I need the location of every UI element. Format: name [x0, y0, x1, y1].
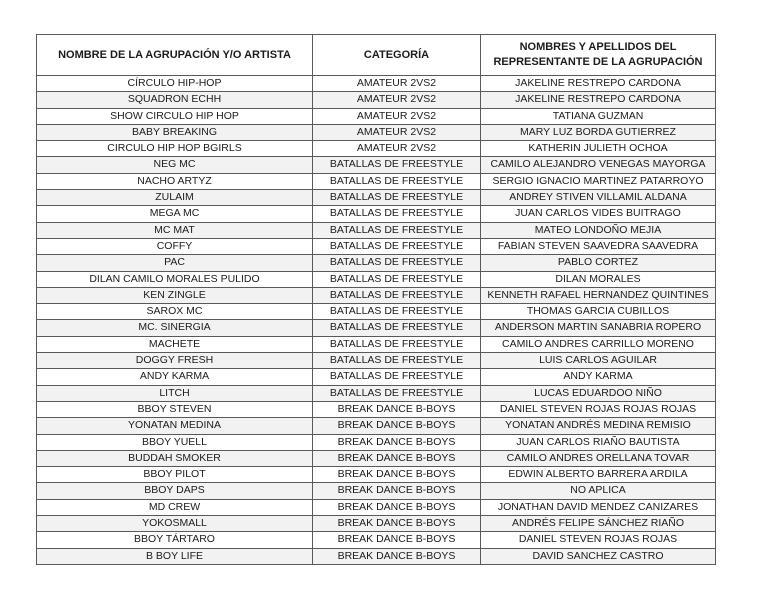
representative-cell: TATIANA GUZMAN	[481, 108, 716, 124]
group-name-cell: MD CREW	[37, 499, 313, 515]
table-row	[37, 108, 716, 124]
representative-cell: DANIEL STEVEN ROJAS ROJAS ROJAS	[481, 401, 716, 417]
representative-cell: CAMILO ALEJANDRO VENEGAS MAYORGA	[481, 157, 716, 173]
table-row	[37, 483, 716, 499]
category-cell: BREAK DANCE B-BOYS	[313, 418, 481, 434]
representative-cell: JONATHAN DAVID MENDEZ CANIZARES	[481, 499, 716, 515]
table-header-row	[37, 35, 716, 76]
table-row	[37, 499, 716, 515]
representative-cell: SERGIO IGNACIO MARTINEZ PATARROYO	[481, 173, 716, 189]
category-cell: AMATEUR 2VS2	[313, 92, 481, 108]
group-name-cell: DILAN CAMILO MORALES PULIDO	[37, 271, 313, 287]
group-name-cell: BBOY PILOT	[37, 467, 313, 483]
header-group-name: NOMBRE DE LA AGRUPACIÓN Y/O ARTISTA	[37, 35, 313, 76]
representative-cell: ANDRÉS FELIPE SÁNCHEZ RIAÑO	[481, 516, 716, 532]
category-cell: BREAK DANCE B-BOYS	[313, 450, 481, 466]
table-row	[37, 157, 716, 173]
table-row	[37, 173, 716, 189]
table-row	[37, 532, 716, 548]
table-row	[37, 401, 716, 417]
table-row	[37, 238, 716, 254]
group-name-cell: SHOW CIRCULO HIP HOP	[37, 108, 313, 124]
table-row	[37, 516, 716, 532]
table-row	[37, 206, 716, 222]
category-cell: BATALLAS DE FREESTYLE	[313, 369, 481, 385]
category-cell: BATALLAS DE FREESTYLE	[313, 336, 481, 352]
representative-cell: ANDY KARMA	[481, 369, 716, 385]
group-name-cell: CÍRCULO HIP-HOP	[37, 76, 313, 92]
category-cell: BREAK DANCE B-BOYS	[313, 434, 481, 450]
group-name-cell: KEN ZINGLE	[37, 287, 313, 303]
group-name-cell: PAC	[37, 255, 313, 271]
table-row	[37, 320, 716, 336]
representative-cell: ANDERSON MARTIN SANABRIA ROPERO	[481, 320, 716, 336]
group-name-cell: SQUADRON ECHH	[37, 92, 313, 108]
category-cell: BATALLAS DE FREESTYLE	[313, 353, 481, 369]
representative-cell: NO APLICA	[481, 483, 716, 499]
table-row	[37, 304, 716, 320]
group-name-cell: MC MAT	[37, 222, 313, 238]
representative-cell: CAMILO ANDRES ORELLANA TOVAR	[481, 450, 716, 466]
representative-cell: CAMILO ANDRES CARRILLO MORENO	[481, 336, 716, 352]
group-name-cell: YOKOSMALL	[37, 516, 313, 532]
representative-cell: MARY LUZ BORDA GUTIERREZ	[481, 124, 716, 140]
table-row	[37, 141, 716, 157]
category-cell: AMATEUR 2VS2	[313, 108, 481, 124]
group-name-cell: B BOY LIFE	[37, 548, 313, 564]
representative-cell: JAKELINE RESTREPO CARDONA	[481, 92, 716, 108]
representative-cell: DANIEL STEVEN ROJAS ROJAS	[481, 532, 716, 548]
table-row	[37, 434, 716, 450]
group-name-cell: MC. SINERGIA	[37, 320, 313, 336]
representative-cell: ANDREY STIVEN VILLAMIL ALDANA	[481, 190, 716, 206]
representative-cell: PABLO CORTEZ	[481, 255, 716, 271]
table-row	[37, 76, 716, 92]
category-cell: BATALLAS DE FREESTYLE	[313, 238, 481, 254]
category-cell: BREAK DANCE B-BOYS	[313, 483, 481, 499]
category-cell: BATALLAS DE FREESTYLE	[313, 222, 481, 238]
group-name-cell: DOGGY FRESH	[37, 353, 313, 369]
representative-cell: FABIAN STEVEN SAAVEDRA SAAVEDRA	[481, 238, 716, 254]
table-row	[37, 222, 716, 238]
table-row	[37, 255, 716, 271]
table-row	[37, 467, 716, 483]
category-cell: BREAK DANCE B-BOYS	[313, 499, 481, 515]
table-row	[37, 385, 716, 401]
category-cell: BATALLAS DE FREESTYLE	[313, 255, 481, 271]
representative-cell: EDWIN ALBERTO BARRERA ARDILA	[481, 467, 716, 483]
representative-cell: MATEO LONDOÑO MEJIA	[481, 222, 716, 238]
category-cell: AMATEUR 2VS2	[313, 76, 481, 92]
table-body	[37, 76, 716, 565]
representative-cell: KENNETH RAFAEL HERNANDEZ QUINTINES	[481, 287, 716, 303]
group-name-cell: BABY BREAKING	[37, 124, 313, 140]
group-name-cell: BUDDAH SMOKER	[37, 450, 313, 466]
category-cell: BATALLAS DE FREESTYLE	[313, 304, 481, 320]
category-cell: BATALLAS DE FREESTYLE	[313, 385, 481, 401]
group-name-cell: MEGA MC	[37, 206, 313, 222]
representative-cell: KATHERIN JULIETH OCHOA	[481, 141, 716, 157]
group-name-cell: MACHETE	[37, 336, 313, 352]
group-name-cell: BBOY TÁRTARO	[37, 532, 313, 548]
table-row	[37, 369, 716, 385]
category-cell: BREAK DANCE B-BOYS	[313, 516, 481, 532]
category-cell: BREAK DANCE B-BOYS	[313, 532, 481, 548]
group-name-cell: NEG MC	[37, 157, 313, 173]
category-cell: AMATEUR 2VS2	[313, 124, 481, 140]
table-row	[37, 92, 716, 108]
group-name-cell: COFFY	[37, 238, 313, 254]
category-cell: BATALLAS DE FREESTYLE	[313, 190, 481, 206]
group-name-cell: YONATAN MEDINA	[37, 418, 313, 434]
group-name-cell: SAROX MC	[37, 304, 313, 320]
category-cell: BATALLAS DE FREESTYLE	[313, 206, 481, 222]
table-row	[37, 287, 716, 303]
representative-cell: DAVID SANCHEZ CASTRO	[481, 548, 716, 564]
representative-cell: LUCAS EDUARDOO NIÑO	[481, 385, 716, 401]
group-name-cell: ANDY KARMA	[37, 369, 313, 385]
category-cell: BATALLAS DE FREESTYLE	[313, 320, 481, 336]
header-representative: NOMBRES Y APELLIDOS DEL REPRESENTANTE DE LA AGRUPACIÓN	[481, 35, 716, 76]
table-row	[37, 353, 716, 369]
representative-cell: JUAN CARLOS RIAÑO BAUTISTA	[481, 434, 716, 450]
representative-cell: DILAN MORALES	[481, 271, 716, 287]
group-name-cell: BBOY DAPS	[37, 483, 313, 499]
table-row	[37, 336, 716, 352]
category-cell: BREAK DANCE B-BOYS	[313, 467, 481, 483]
representative-cell: JUAN CARLOS VIDES BUITRAGO	[481, 206, 716, 222]
group-name-cell: CIRCULO HIP HOP BGIRLS	[37, 141, 313, 157]
category-cell: BREAK DANCE B-BOYS	[313, 548, 481, 564]
group-name-cell: LITCH	[37, 385, 313, 401]
table-row	[37, 548, 716, 564]
group-name-cell: ZULAIM	[37, 190, 313, 206]
group-name-cell: BBOY STEVEN	[37, 401, 313, 417]
table-row	[37, 271, 716, 287]
table-row	[37, 190, 716, 206]
table-row	[37, 124, 716, 140]
group-name-cell: BBOY YUELL	[37, 434, 313, 450]
category-cell: BREAK DANCE B-BOYS	[313, 401, 481, 417]
header-category: CATEGORÍA	[313, 35, 481, 76]
category-cell: BATALLAS DE FREESTYLE	[313, 173, 481, 189]
registration-table	[36, 34, 716, 565]
category-cell: BATALLAS DE FREESTYLE	[313, 271, 481, 287]
category-cell: AMATEUR 2VS2	[313, 141, 481, 157]
representative-cell: YONATAN ANDRÉS MEDINA REMISIO	[481, 418, 716, 434]
group-name-cell: NACHO ARTYZ	[37, 173, 313, 189]
representative-cell: LUIS CARLOS AGUILAR	[481, 353, 716, 369]
category-cell: BATALLAS DE FREESTYLE	[313, 157, 481, 173]
table-row	[37, 450, 716, 466]
representative-cell: THOMAS GARCIA CUBILLOS	[481, 304, 716, 320]
category-cell: BATALLAS DE FREESTYLE	[313, 287, 481, 303]
table-row	[37, 418, 716, 434]
representative-cell: JAKELINE RESTREPO CARDONA	[481, 76, 716, 92]
